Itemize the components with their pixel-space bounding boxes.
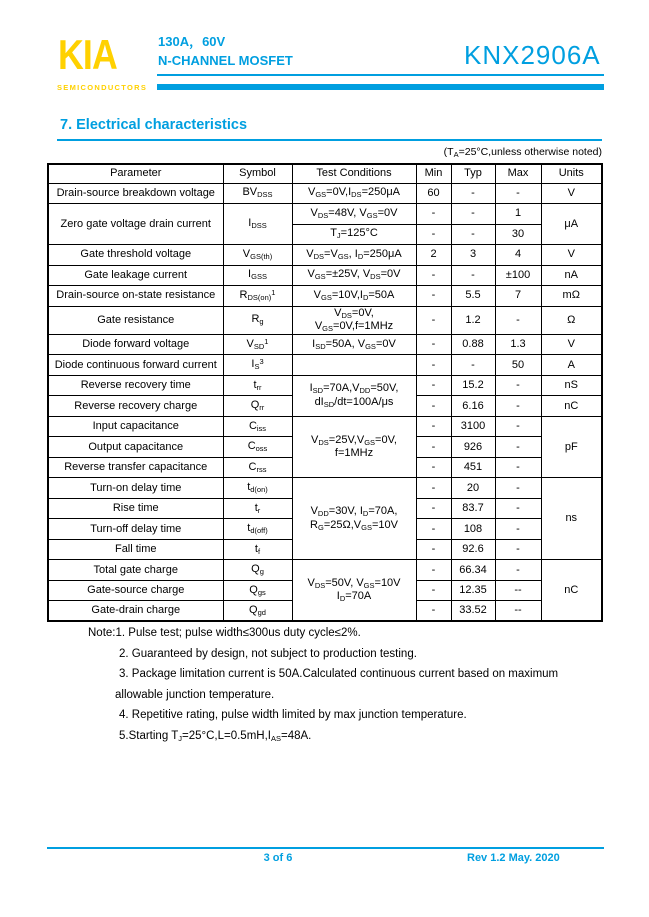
page-number: 3 of 6 xyxy=(263,852,293,864)
min-cell: - xyxy=(416,375,451,396)
min-cell: - xyxy=(416,306,451,334)
max-cell: - xyxy=(495,519,541,540)
table-row xyxy=(48,416,602,437)
typ-cell: - xyxy=(451,204,495,225)
typ-cell: 83.7 xyxy=(451,498,495,519)
section-title: 7. Electrical characteristics xyxy=(60,117,248,133)
max-cell: ±100 xyxy=(495,265,541,286)
min-cell: - xyxy=(416,355,451,376)
max-cell: - xyxy=(495,437,541,458)
unit-cell: nC xyxy=(541,396,602,417)
typ-cell: 66.34 xyxy=(451,560,495,581)
table-row xyxy=(48,560,602,581)
cond-cell: $T_J=125^\circ C$ xyxy=(292,224,416,245)
typ-cell: 5.5 xyxy=(451,286,495,307)
min-cell: 2 xyxy=(416,245,451,266)
max-cell: - xyxy=(495,478,541,499)
symbol-cell: $C_{rss}$ xyxy=(223,457,292,478)
cond-cell: $V_{GS}=10V,I_D=50A$ xyxy=(292,286,416,307)
table-row xyxy=(48,265,602,286)
typ-cell: 33.52 xyxy=(451,601,495,622)
typ-cell: 0.88 xyxy=(451,334,495,355)
col-header-max: Max xyxy=(495,164,541,183)
typ-cell: 451 xyxy=(451,457,495,478)
symbol-cell: $Q_g$ xyxy=(223,560,292,581)
param-cell: Turn-off delay time xyxy=(48,519,223,540)
cond-cell: $V_{GS}=\pm 25V$, $V_{DS}=0V$ xyxy=(292,265,416,286)
table-row xyxy=(48,183,602,204)
max-cell: - xyxy=(495,539,541,560)
max-cell: -- xyxy=(495,601,541,622)
param-cell: Reverse recovery charge xyxy=(48,396,223,417)
col-header-symbol: Symbol xyxy=(223,164,292,183)
param-cell: Reverse transfer capacitance xyxy=(48,457,223,478)
typ-cell: 92.6 xyxy=(451,539,495,560)
unit-cell: V xyxy=(541,334,602,355)
table-header-row xyxy=(48,164,602,183)
param-cell: Gate threshold voltage xyxy=(48,245,223,266)
symbol-cell: $I_{DSS}$ xyxy=(223,204,292,245)
param-cell: Rise time xyxy=(48,498,223,519)
symbol-cell: $t_r$ xyxy=(223,498,292,519)
typ-cell: - xyxy=(451,355,495,376)
param-cell: Gate-drain charge xyxy=(48,601,223,622)
max-cell: 7 xyxy=(495,286,541,307)
min-cell: - xyxy=(416,580,451,601)
min-cell: - xyxy=(416,539,451,560)
min-cell: - xyxy=(416,265,451,286)
max-cell: 30 xyxy=(495,224,541,245)
symbol-cell: $I_{GSS}$ xyxy=(223,265,292,286)
symbol-cell: $t_f$ xyxy=(223,539,292,560)
table-row xyxy=(48,245,602,266)
col-header-parameter: Parameter xyxy=(48,164,223,183)
symbol-cell: $C_{iss}$ xyxy=(223,416,292,437)
symbol-cell: $C_{oss}$ xyxy=(223,437,292,458)
symbol-cell: $Q_{gd}$ xyxy=(223,601,292,622)
note-line: 2. Guaranteed by design, not subject to production testing. xyxy=(119,647,417,660)
table-row xyxy=(48,306,602,334)
symbol-cell: $V_{GS(th)}$ xyxy=(223,245,292,266)
min-cell: - xyxy=(416,224,451,245)
max-cell: 1.3 xyxy=(495,334,541,355)
unit-cell: V xyxy=(541,183,602,204)
kia-logo: KIA xyxy=(58,31,117,78)
unit-cell: mΩ xyxy=(541,286,602,307)
min-cell: - xyxy=(416,416,451,437)
param-cell: Drain-source breakdown voltage xyxy=(48,183,223,204)
part-number: KNX2906A xyxy=(464,40,601,70)
max-cell: - xyxy=(495,457,541,478)
param-cell: Diode continuous forward current xyxy=(48,355,223,376)
table-row xyxy=(48,355,602,376)
min-cell: - xyxy=(416,396,451,417)
cond-cell: $V_{DD}=30V$, $I_D=70A$, $R_G=25\Omega,V_{GS}=10V$ xyxy=(292,478,416,560)
typ-cell: - xyxy=(451,183,495,204)
typ-cell: 108 xyxy=(451,519,495,540)
col-header-min: Min xyxy=(416,164,451,183)
unit-cell: pF xyxy=(541,416,602,478)
min-cell: - xyxy=(416,437,451,458)
section-title-underline xyxy=(57,139,602,141)
device-rating-line1: 130A，60V xyxy=(158,34,226,49)
unit-cell: A xyxy=(541,355,602,376)
param-cell: Diode forward voltage xyxy=(48,334,223,355)
typ-cell: - xyxy=(451,265,495,286)
cond-cell: $I_{SD}=50A$, $V_{GS}=0V$ xyxy=(292,334,416,355)
table-row xyxy=(48,204,602,225)
cond-cell: $V_{DS}=25V,V_{GS}=0V$, f=1MHz xyxy=(292,416,416,478)
min-cell: - xyxy=(416,519,451,540)
max-cell: - xyxy=(495,416,541,437)
revision-label: Rev 1.2 May. 2020 xyxy=(467,852,560,864)
symbol-cell: $Q_{rr}$ xyxy=(223,396,292,417)
typ-cell: 3100 xyxy=(451,416,495,437)
min-cell: - xyxy=(416,560,451,581)
symbol-cell: $I_S^3$ xyxy=(223,355,292,376)
symbol-cell: $V_{SD}^1$ xyxy=(223,334,292,355)
param-cell: Gate-source charge xyxy=(48,580,223,601)
header-rule-thin xyxy=(157,74,604,76)
note-line: Note:1. Pulse test; pulse width≤300us duty cycle≤2%. xyxy=(88,627,361,639)
note-line: 4. Repetitive rating, pulse width limited by max junction temperature. xyxy=(119,709,467,722)
symbol-cell: $t_{rr}$ xyxy=(223,375,292,396)
typ-cell: - xyxy=(451,224,495,245)
max-cell: - xyxy=(495,396,541,417)
max-cell: - xyxy=(495,375,541,396)
max-cell: - xyxy=(495,306,541,334)
min-cell: - xyxy=(416,457,451,478)
param-cell: Fall time xyxy=(48,539,223,560)
min-cell: - xyxy=(416,204,451,225)
footer-rule xyxy=(47,847,604,849)
max-cell: - xyxy=(495,183,541,204)
param-cell: Zero gate voltage drain current xyxy=(48,204,223,245)
cond-cell: $V_{GS}=0V,I_{DS}=250\mu A$ xyxy=(292,183,416,204)
typ-cell: 15.2 xyxy=(451,375,495,396)
note-line: 3. Package limitation current is 50A.Calculated continuous current based on maximum xyxy=(119,668,559,681)
cond-cell: $V_{DS}=V_{GS}$, $I_D=250\mu A$ xyxy=(292,245,416,266)
cond-cell: $V_{DS}=48V$, $V_{GS}=0V$ xyxy=(292,204,416,225)
cond-cell xyxy=(292,355,416,376)
cond-cell: $I_{SD}=70A,V_{DD}=50V$, $dI_{SD}/dt=100A/\mu s$ xyxy=(292,375,416,416)
symbol-cell: $R_{DS(on)}^1$ xyxy=(223,286,292,307)
symbol-cell: $t_{d(off)}$ xyxy=(223,519,292,540)
param-cell: Reverse recovery time xyxy=(48,375,223,396)
param-cell: Output capacitance xyxy=(48,437,223,458)
device-type-line2: N-CHANNEL MOSFET xyxy=(158,53,293,68)
symbol-cell: $BV_{DSS}$ xyxy=(223,183,292,204)
max-cell: 50 xyxy=(495,355,541,376)
electrical-characteristics-table xyxy=(47,163,603,622)
typ-cell: 926 xyxy=(451,437,495,458)
typ-cell: 20 xyxy=(451,478,495,499)
max-cell: - xyxy=(495,560,541,581)
device-rating-block xyxy=(158,32,293,70)
typ-cell: 6.16 xyxy=(451,396,495,417)
table-condition-note: ($T_A=25^\circ C,unless$ otherwise noted) xyxy=(443,146,602,159)
note-line: allowable junction temperature. xyxy=(115,688,275,701)
param-cell: Input capacitance xyxy=(48,416,223,437)
min-cell: - xyxy=(416,286,451,307)
min-cell: - xyxy=(416,334,451,355)
col-header-typ: Typ xyxy=(451,164,495,183)
param-cell: Turn-on delay time xyxy=(48,478,223,499)
table-row xyxy=(48,286,602,307)
param-cell: Total gate charge xyxy=(48,560,223,581)
typ-cell: 3 xyxy=(451,245,495,266)
min-cell: - xyxy=(416,478,451,499)
min-cell: - xyxy=(416,498,451,519)
min-cell: - xyxy=(416,601,451,622)
unit-cell: μA xyxy=(541,204,602,245)
unit-cell: nC xyxy=(541,560,602,622)
col-header-units: Units xyxy=(541,164,602,183)
max-cell: - xyxy=(495,498,541,519)
symbol-cell: $Q_{gs}$ xyxy=(223,580,292,601)
unit-cell: nA xyxy=(541,265,602,286)
max-cell: 4 xyxy=(495,245,541,266)
min-cell: 60 xyxy=(416,183,451,204)
table-row xyxy=(48,334,602,355)
typ-cell: 12.35 xyxy=(451,580,495,601)
typ-cell: 1.2 xyxy=(451,306,495,334)
notes-block xyxy=(88,623,558,750)
note-line: 5.Starting $T_J=25^\circ C,L=0.5mH,I_{AS}=48A$. xyxy=(119,729,312,743)
unit-cell: ns xyxy=(541,478,602,560)
unit-cell: nS xyxy=(541,375,602,396)
symbol-cell: $R_g$ xyxy=(223,306,292,334)
param-cell: Gate leakage current xyxy=(48,265,223,286)
unit-cell: Ω xyxy=(541,306,602,334)
col-header-test-conditions: Test Conditions xyxy=(292,164,416,183)
param-cell: Drain-source on-state resistance xyxy=(48,286,223,307)
symbol-cell: $t_{d(on)}$ xyxy=(223,478,292,499)
cond-cell: $V_{DS}=0V$, $V_{GS}=0V,f=1MHz$ xyxy=(292,306,416,334)
unit-cell: V xyxy=(541,245,602,266)
param-cell: Gate resistance xyxy=(48,306,223,334)
cond-cell: $V_{DS}=50V$, $V_{GS}=10V$ $I_D=70A$ xyxy=(292,560,416,622)
table-row xyxy=(48,375,602,396)
header-rule-thick xyxy=(157,84,604,90)
max-cell: 1 xyxy=(495,204,541,225)
table-row xyxy=(48,478,602,499)
kia-logo-subtext: SEMICONDUCTORS xyxy=(57,83,148,92)
max-cell: -- xyxy=(495,580,541,601)
